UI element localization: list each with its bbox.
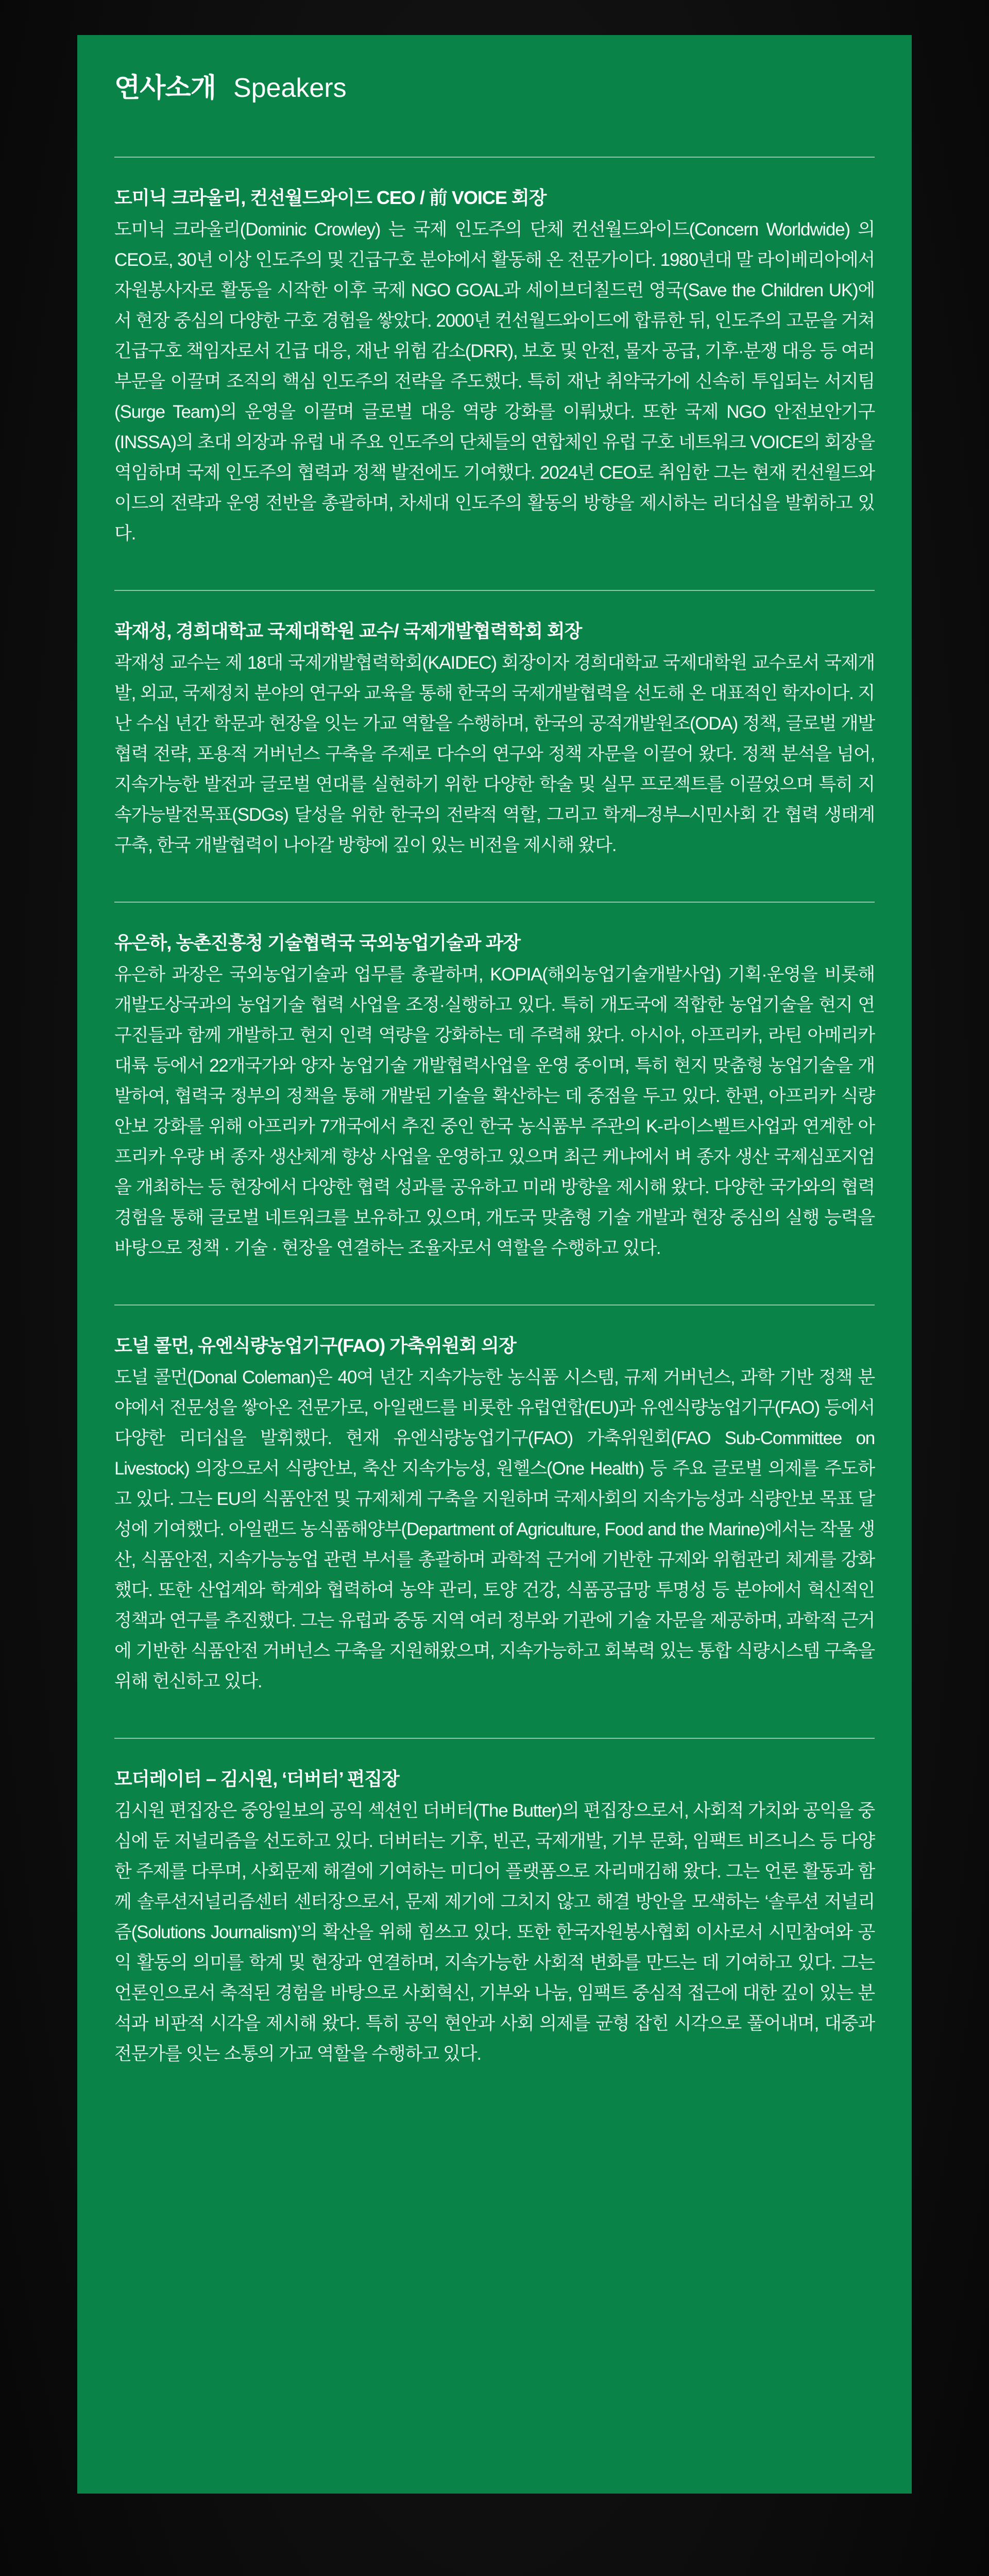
- speaker-name: 모더레이터 – 김시원, ‘더버터’ 편집장: [114, 1768, 399, 1789]
- speaker-bio: 도미닉 크라울리(Dominic Crowley) 는 국제 인도주의 단체 컨선월드와이드(Concern Worldwide) 의 CEO로, 30년 이상 인도주의 및 긴급구호 분야에서 활동해 온 전문가이다. 1980년대 말 라이베리아에서 자원봉사자로 활동을 시작한 이후 국제 NGO GOAL과 세이브더칠드런 영국(Save the Children UK)에서 현장 중심의 다양한 구호 경험을 쌓았다. 2000년 컨선월드와이드에 합류한 뒤, 인도주의 고문을 거쳐 긴급구호 책임자로서 긴급 대응, 재난 위험 감소(DRR), 보호 및 안전, 물자 공급, 기후·분쟁 대응 등 여러 부문을 이끌며 조직의 핵심 인도주의 전략을 주도했다. 특히 재난 취약국가에 신속히 투입되는 서지팀(Surge Team)의 운영을 이끌며 글로벌 대응 역량 강화를 이뤄냈다. 또한 국제 NGO 안전보안기구(INSSA)의 초대 의장과 유럽 내 주요 인도주의 단체들의 연합체인 유럽 구호 네트워크 VOICE의 회장을 역임하며 국제 인도주의 협력과 정책 발전에도 기여했다. 2024년 CEO로 취임한 그는 현재 컨선월드와이드의 전략과 운영 전반을 총괄하며, 차세대 인도주의 활동의 방향을 제시하는 리더십을 발휘하고 있다.: [114, 219, 875, 544]
- section-title: [114, 66, 875, 115]
- divider: [114, 590, 875, 591]
- speaker-bio: 유은하 과장은 국외농업기술과 업무를 총괄하며, KOPIA(해외농업기술개발사업) 기획·운영을 비롯해 개발도상국과의 농업기술 협력 사업을 조정·실행하고 있다. 특히 개도국에 적합한 농업기술을 현지 연구진들과 함께 개발하고 현지 인력 역량을 강화하는 데 주력해 왔다. 아시아, 아프리카, 라틴 아메리카 대륙 등에서 22개국가와 양자 농업기술 개발협력사업을 운영 중이며, 특히 현지 맞춤형 농업기술을 개발하여, 협력국 정부의 정책을 통해 개발된 기술을 확산하는 데 중점을 두고 있다. 한편, 아프리카 식량안보 강화를 위해 아프리카 7개국에서 추진 중인 한국 농식품부 주관의 K-라이스벨트사업과 연계한 아프리카 우량 벼 종자 생산체계 향상 사업을 운영하고 있으며 최근 케냐에서 벼 종자 생산 국제심포지엄을 개최하는 등 현장에서 다양한 협력 성과를 공유하고 미래 방향을 제시해 왔다. 다양한 국가와의 협력 경험을 통해 글로벌 네트워크를 보유하고 있으며, 개도국 맞춤형 기술 개발과 현장 중심의 실행 능력을 바탕으로 정책 · 기술 · 현장을 연결하는 조율자로서 역할을 수행하고 있다.: [114, 964, 875, 1258]
- section-title-en: Speakers: [233, 73, 347, 103]
- speaker-name: 곽재성, 경희대학교 국제대학원 교수/ 국제개발협력학회 회장: [114, 620, 582, 641]
- speaker-yoo-eun-ha: [114, 930, 875, 1263]
- speaker-name: 도미닉 크라울리, 컨선월드와이드 CEO / 前 VOICE 회장: [114, 187, 547, 208]
- speaker-name: 도널 콜먼, 유엔식량농업기구(FAO) 가축위원회 의장: [114, 1335, 516, 1356]
- speaker-bio: 곽재성 교수는 제 18대 국제개발협력학회(KAIDEC) 회장이자 경희대학교 국제대학원 교수로서 국제개발, 외교, 국제정치 분야의 연구와 교육을 통해 한국의 국제개발협력을 선도해 온 대표적인 학자이다. 지난 수십 년간 학문과 현장을 잇는 가교 역할을 수행하며, 한국의 공적개발원조(ODA) 정책, 글로벌 개발협력 전략, 포용적 거버넌스 구축을 주제로 다수의 연구와 정책 자문을 이끌어 왔다. 정책 분석을 넘어, 지속가능한 발전과 글로벌 연대를 실현하기 위한 다양한 학술 및 실무 프로젝트를 이끌었으며 특히 지속가능발전목표(SDGs) 달성을 위한 한국의 전략적 역할, 그리고 학계–정부–시민사회 간 협력 생태계 구축, 한국 개발협력이 나아갈 방향에 깊이 있는 비전을 제시해 왔다.: [114, 653, 875, 855]
- speaker-donal-coleman: [114, 1333, 875, 1697]
- speakers-card: [77, 35, 912, 2494]
- speaker-name: 유은하, 농촌진흥청 기술협력국 국외농업기술과 과장: [114, 932, 521, 953]
- divider: [114, 157, 875, 158]
- section-title-ko: 연사소개: [114, 73, 216, 103]
- divider: [114, 902, 875, 903]
- divider: [114, 1304, 875, 1306]
- speaker-bio: 도널 콜먼(Donal Coleman)은 40여 년간 지속가능한 농식품 시스템, 규제 거버넌스, 과학 기반 정책 분야에서 전문성을 쌓아온 전문가로, 아일랜드를 비롯한 유럽연합(EU)과 유엔식량농업기구(FAO) 등에서 다양한 리더십을 발휘했다. 현재 유엔식량농업기구(FAO) 가축위원회(FAO Sub-Committee on Livestock) 의장으로서 식량안보, 축산 지속가능성, 원헬스(One Health) 등 주요 글로벌 의제를 주도하고 있다. 그는 EU의 식품안전 및 규제체계 구축을 지원하며 국제사회의 지속가능성과 식량안보 목표 달성에 기여했다. 아일랜드 농식품해양부(Department of Agriculture, Food and the Marine)에서는 작물 생산, 식품안전, 지속가능농업 관련 부서를 총괄하며 과학적 근거에 기반한 규제와 위험관리 체계를 강화했다. 또한 산업계와 학계와 협력하여 농약 관리, 토양 건강, 식품공급망 투명성 등 분야에서 혁신적인 정책과 연구를 추진했다. 그는 유럽과 중동 지역 여러 정부와 기관에 기술 자문을 제공하며, 과학적 근거에 기반한 식품안전 거버넌스 구축을 지원해왔으며, 지속가능하고 회복력 있는 통합 식량시스템 구축을 위해 헌신하고 있다.: [114, 1367, 875, 1691]
- speaker-kim-si-won: [114, 1767, 875, 2069]
- divider: [114, 1738, 875, 1739]
- speaker-bio: 김시원 편집장은 중앙일보의 공익 섹션인 더버터(The Butter)의 편집장으로서, 사회적 가치와 공익을 중심에 둔 저널리즘을 선도하고 있다. 더버터는 기후, 빈곤, 국제개발, 기부 문화, 임팩트 비즈니스 등 다양한 주제를 다루며, 사회문제 해결에 기여하는 미디어 플랫폼으로 자리매김해 왔다. 그는 언론 활동과 함께 솔루션저널리즘센터 센터장으로서, 문제 제기에 그치지 않고 해결 방안을 모색하는 ‘솔루션 저널리즘(Solutions Journalism)’의 확산을 위해 힘쓰고 있다. 또한 한국자원봉사협회 이사로서 시민참여와 공익 활동의 의미를 학계 및 현장과 연결하며, 지속가능한 사회적 변화를 만드는 데 기여하고 있다. 그는 언론인으로서 축적된 경험을 바탕으로 사회혁신, 기부와 나눔, 임팩트 중심적 접근에 대한 깊이 있는 분석과 비판적 시각을 제시해 왔다. 특히 공익 현안과 사회 의제를 균형 잡힌 시각으로 풀어내며, 대중과 전문가를 잇는 소통의 가교 역할을 수행하고 있다.: [114, 1801, 875, 2064]
- speaker-dominic-crowley: [114, 185, 875, 549]
- speaker-kwak-jae-sung: [114, 619, 875, 860]
